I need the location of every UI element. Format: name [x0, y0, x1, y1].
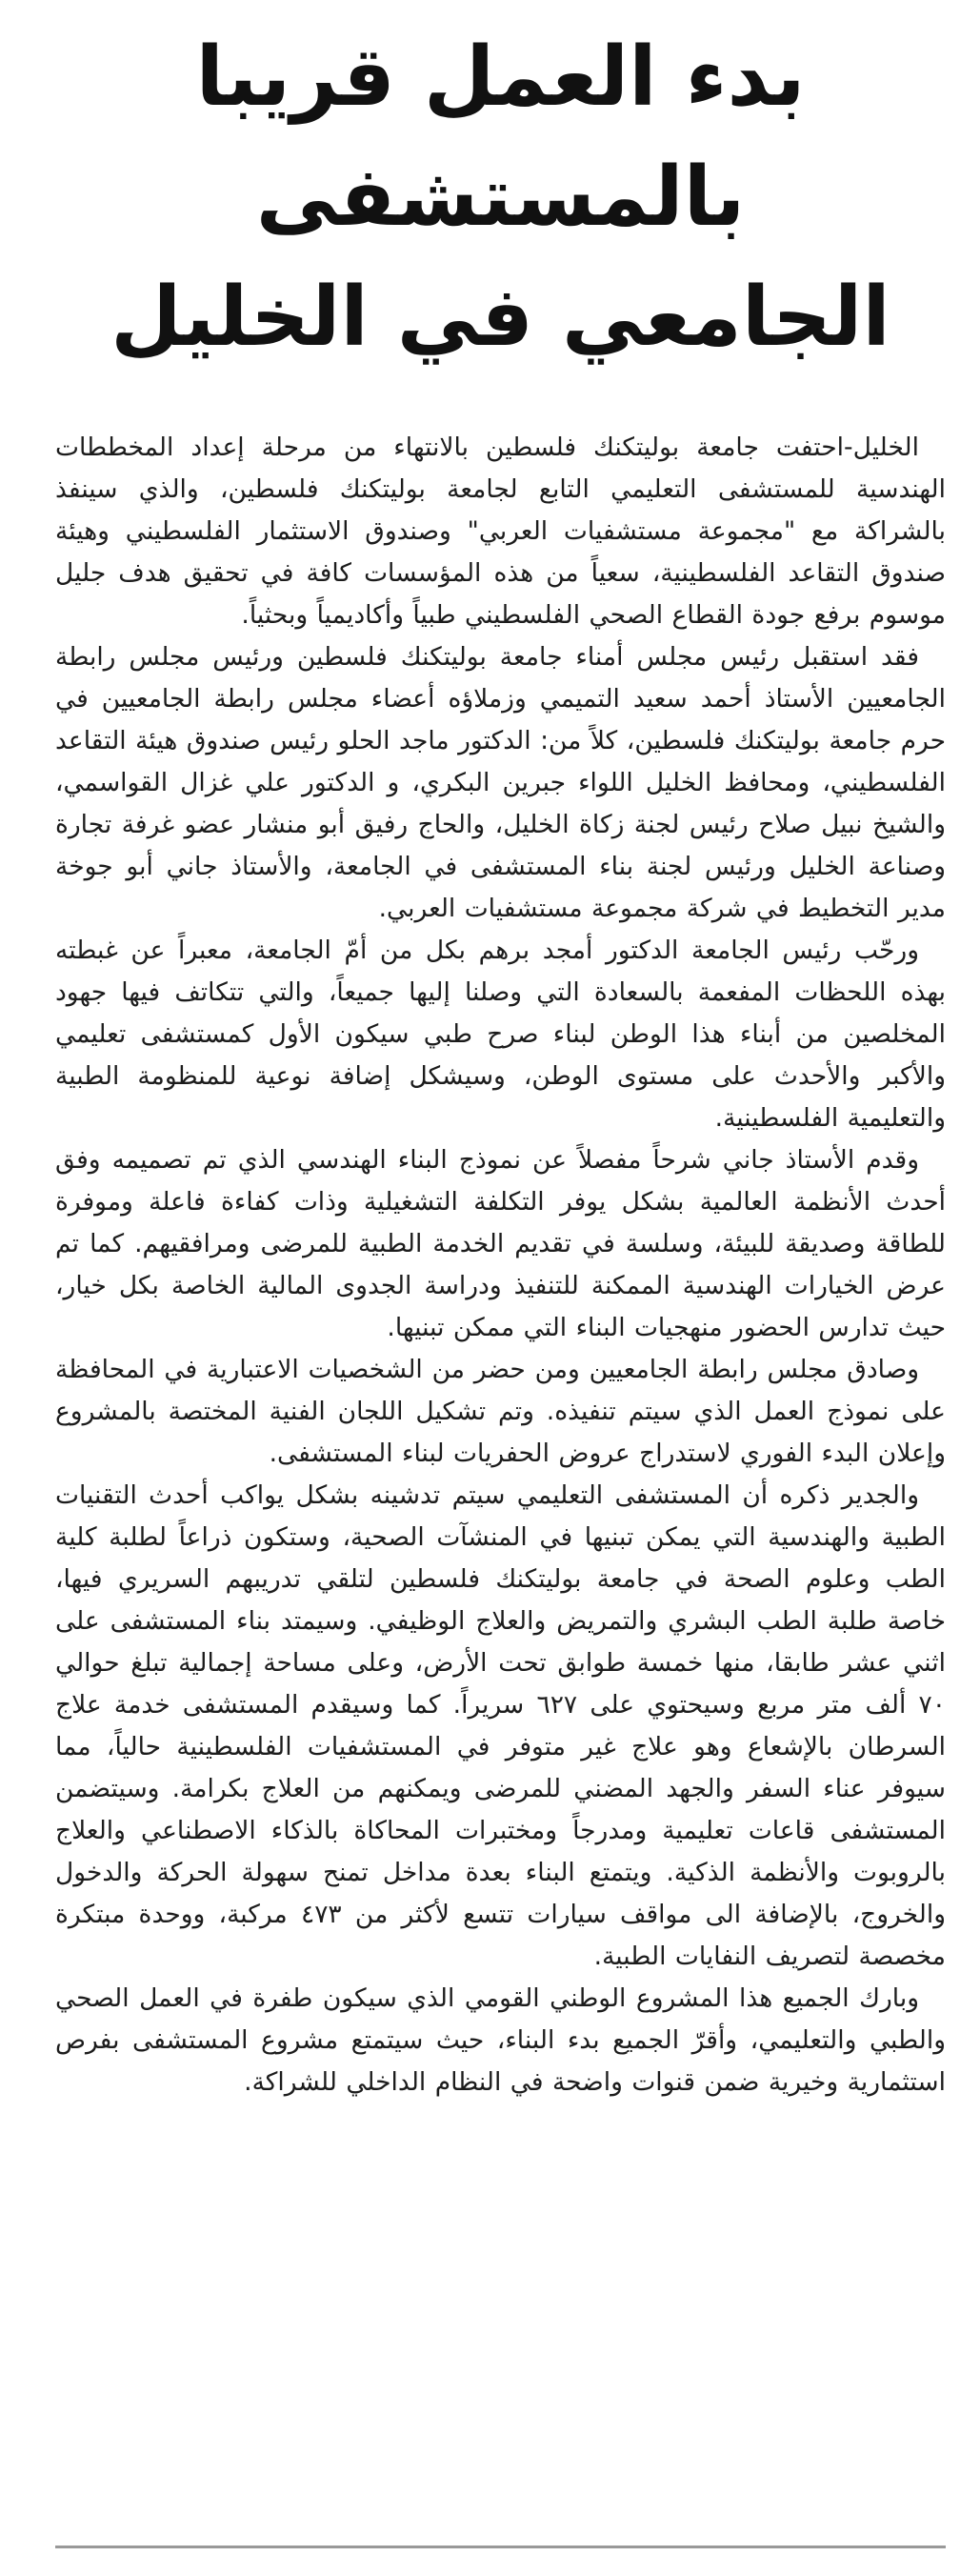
- paragraph-president-welcome: ورحّب رئيس الجامعة الدكتور أمجد برهم بكل من أمّ الجامعة، معبراً عن غبطته بهذه اللحظات المفعمة بالسعادة التي وصلنا إليها جميعاً، والتي تتكاتف فيها جهود المخلصين من أبناء هذا الوطن لبناء صرح طبي سيكون الأول كمستشفى تعليمي والأكبر والأحدث على مستوى الوطن، وسيشكل إضافة نوعية للمنظومة الطبية والتعليمية الفلسطينية.: [55, 936, 946, 1133]
- headline-line-2: الجامعي في الخليل: [110, 270, 890, 365]
- article: [55, 17, 946, 2103]
- headline: [55, 17, 946, 377]
- paragraph-hospital-details: والجدير ذكره أن المستشفى التعليمي سيتم تدشينه بشكل يواكب أحدث التقنيات الطبية والهندسية التي يمكن تبنيها في المنشآت الصحية، وستكون ذراعاً لطلبة كلية الطب وعلوم الصحة في جامعة بوليتكنك فلسطين لتلقي تدريبهم السريري فيها، خاصة طلبة الطب البشري والتمريض والعلاج الوظيفي. وسيمتد بناء المستشفى على اثني عشر طابقا، منها خمسة طوابق تحت الأرض، وعلى مساحة إجمالية تبلغ حوالي ٧٠ ألف متر مربع وسيحتوي على ٦٢٧ سريراً. كما وسيقدم المستشفى خدمة علاج السرطان بالإشعاع وهو علاج غير متوفر في المستشفيات الفلسطينية حالياً، مما سيوفر عناء السفر والجهد المضني للمرضى ويمكنهم من العلاج بكرامة. وسيتضمن المستشفى قاعات تعليمية ومدرجاً ومختبرات المحاكاة بالذكاء الاصطناعي والعلاج بالروبوت والأنظمة الذكية. ويتمتع البناء بعدة مداخل تمنح سهولة الحركة والدخول والخروج، بالإضافة الى مواقف سيارات تتسع لأكثر من ٤٧٣ مركبة، ووحدة مبتكرة مخصصة لتصريف النفايات الطبية.: [55, 1480, 946, 1971]
- paragraph-closing: وبارك الجميع هذا المشروع الوطني القومي الذي سيكون طفرة في العمل الصحي والطبي والتعليمي، وأقرّ الجميع بدء البناء، حيث سيتمتع مشروع المستشفى بفرص استثمارية وخيرية ضمن قنوات واضحة في النظام الداخلي للشراكة.: [55, 1983, 946, 2097]
- paragraph-intro: الخليل-احتفت جامعة بوليتكنك فلسطين بالانتهاء من مرحلة إعداد المخططات الهندسية للمستشفى التعليمي التابع لجامعة بوليتكنك فلسطين، والذي سينفذ بالشراكة مع "مجموعة مستشفيات العربي" وصندوق الاستثمار الفلسطيني وهيئة صندوق التقاعد الفلسطينية، سعياً من هذه المؤسسات كافة في تحقيق هدف جليل موسوم برفع جودة القطاع الصحي الفلسطيني طبياً وأكاديمياً وبحثياً.: [55, 433, 946, 630]
- paragraph-reception: فقد استقبل رئيس مجلس أمناء جامعة بوليتكنك فلسطين ورئيس مجلس رابطة الجامعيين الأستاذ أحمد سعيد التميمي وزملاؤه أعضاء مجلس رابطة الجامعيين في حرم جامعة بوليتكنك فلسطين، كلاً من: الدكتور ماجد الحلو رئيس صندوق هيئة التقاعد الفلسطيني، ومحافظ الخليل اللواء جبرين البكري، و الدكتور علي غزال القواسمي، والشيخ نبيل صلاح رئيس لجنة زكاة الخليل، والحاج رفيق أبو منشار عضو غرفة تجارة وصناعة الخليل ورئيس لجنة بناء المستشفى في الجامعة، والأستاذ جاني أبو جوخة مدير التخطيط في شركة مجموعة مستشفيات العربي.: [55, 642, 946, 923]
- bottom-divider: [55, 2546, 946, 2548]
- paragraph-design-presentation: وقدم الأستاذ جاني شرحاً مفصلاً عن نموذج البناء الهندسي الذي تم تصميمه وفق أحدث الأنظمة العالمية بشكل يوفر التكلفة التشغيلية وذات كفاءة فاعلة وموفرة للطاقة وصديقة للبيئة، وسلسة في تقديم الخدمة الطبية للمرضى ومرافقيهم. كما تم عرض الخيارات الهندسية الممكنة للتنفيذ ودراسة الجدوى المالية الخاصة بكل خيار، حيث تدارس الحضور منهجيات البناء التي ممكن تبنيها.: [55, 1145, 946, 1342]
- article-body: [55, 427, 946, 2103]
- paragraph-approval: وصادق مجلس رابطة الجامعيين ومن حضر من الشخصيات الاعتبارية في المحافظة على نموذج العمل الذي سيتم تنفيذه. وتم تشكيل اللجان الفنية المختصة بالمشروع وإعلان البدء الفوري لاستدراج عروض الحفريات لبناء المستشفى.: [55, 1355, 946, 1468]
- headline-line-1: بدء العمل قريبا بالمستشفى: [195, 30, 806, 245]
